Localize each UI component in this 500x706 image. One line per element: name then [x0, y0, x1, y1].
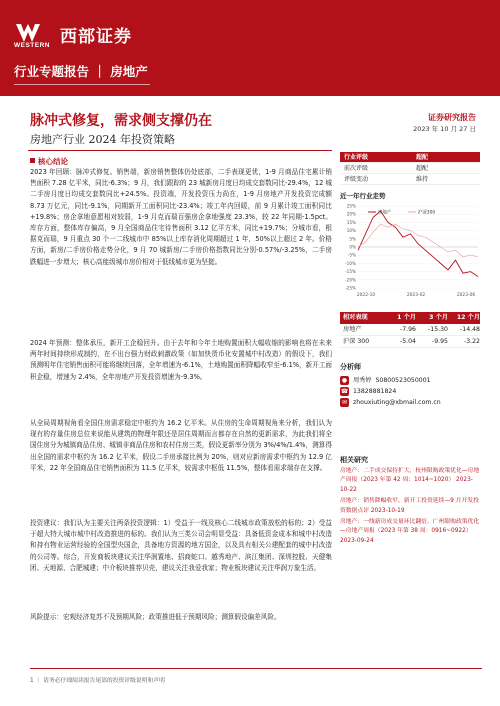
related-research-list	[340, 467, 482, 548]
analyst-phone: 13828881824	[353, 388, 397, 395]
report-title: 脉冲式修复，需求侧支撑仍在	[30, 113, 212, 129]
performance-table	[340, 312, 480, 348]
series-line-real-estate	[358, 211, 478, 277]
paragraph-forecast: 2024 年预测：整体承压，新开工企稳回升。由于去年和今年土地购置面积大幅收缩的影响也将在未来两年时间持续形成制约，在不出台强力财政刺激政策（如加快货币化安置城中村改造）的假设下，我们预测明年住宅销售面积可能将继续回落，全年增速为-6.1%，土地购置面积降幅收窄至-6.1%，新开工面积企稳，增速为 2.4%，全年房地产开发投资增速为-9.3%。	[30, 339, 333, 381]
related-research-item[interactable]: 房地产：二手成交保持扩大，杭州限购政策优化—房地产周报（2023 年第 42 周：1014~1020） 2023-10-22	[340, 468, 480, 493]
trend-chart	[338, 202, 482, 302]
bullet-square-icon	[30, 158, 35, 163]
perf-row: 房地产 -7.96 -15.30 -14.48	[340, 324, 480, 336]
y-tick-label: -20%	[345, 277, 356, 283]
legend-label: 沪深300	[418, 210, 436, 216]
header-divider	[14, 84, 150, 85]
title-divider	[28, 150, 332, 151]
analyst-info	[340, 375, 480, 408]
y-tick-label: 0%	[349, 244, 356, 250]
chart-title: 近一年行业走势	[340, 192, 386, 200]
analyst-email-row	[340, 397, 480, 408]
x-tick-label: 2023-02	[406, 293, 426, 298]
rating-table-header: 行业评级 超配	[340, 152, 480, 163]
email-icon: ✉	[341, 399, 348, 406]
report-type: 证券研究报告	[428, 113, 476, 122]
y-tick-label: -5%	[347, 252, 356, 258]
paragraph-risk: 风险提示：宏观经济复苏不及预期风险；政策推进低于预期风险；测算假设偏差风险。	[30, 613, 281, 621]
report-subtitle: 房地产行业 2024 年投资策略	[30, 133, 175, 146]
footer-disclaimer: 1 ｜ 请务必仔细阅读报告尾部的投资评级说明和声明	[30, 678, 165, 684]
person-icon: ●	[341, 377, 348, 384]
paragraph-demand: 从全局周期视角看全国住房需求稳定中枢约为 16.2 亿平米。从住房的生命周期视角来分析，我们认为现有的存量住房总位来说能从建筑的物理年限还是居住周期而言都存在自然的更新需求，为此我们将全国住房分为城镇商品住房、城镇非商品住房和农村住房三类，假设更新率分别为 3%/4%/1.4%，测算得出全国的需求中枢约为 16.2 亿平米，假设二手房承接比例为 20%，则对应新房需求中枢约为 12.9 亿平米，22 年全国商品住宅销售面积为 11.5 亿平米，较需求中枢低 11.5%，整体看需求端存在支撑。	[30, 419, 332, 472]
analyst-email[interactable]: zhouxiuting@xbmail.com.cn	[353, 399, 441, 406]
y-tick-label: -10%	[345, 260, 356, 266]
analyst-phone-row	[340, 386, 480, 397]
footer-divider	[30, 668, 482, 669]
logo-english: WESTERN	[14, 42, 50, 49]
paragraph-investment: 投资建议：我们认为主要关注两条投资逻辑：1）受益于一线及核心二线城市政策放松的标的；2）受益于超大特大城市城中村改造推进的标的。我们认为三类公司会明显受益：具备低资金成本和城中村改造和持有物业运营经验的全国型央国企，具备地方资源的地方国企，以及具有相关公建配套的城中村改造的公司等。综合，开发商板块建议关注华润置地、招商蛇口、越秀地产、滨江集团、深圳控股、天健集团、天地源、合肥城建；中介板块推荐贝壳，建议关注我爱我家；物业板块建议关注华润万象生活。	[30, 519, 332, 572]
analyst-name: 周秀婷	[353, 377, 372, 384]
report-category: 行业专题报告 ｜ 房地产	[14, 64, 148, 79]
y-tick-label: 25%	[346, 203, 356, 209]
rating-row: 前次评级 超配	[340, 163, 480, 174]
y-tick-label: 20%	[346, 211, 356, 217]
company-logo	[14, 20, 214, 54]
logo-chinese: 西部证券	[60, 27, 132, 47]
section-core-label: 核心结论	[38, 157, 68, 166]
related-research-title: 相关研究	[340, 456, 368, 464]
series-line-csi300	[358, 224, 478, 257]
x-tick-label: 2022-10	[356, 293, 376, 298]
report-date: 2023 年 10 月 27 日	[413, 125, 476, 133]
related-research-item[interactable]: 房地产：销售降幅收窄，新开工投资延续—9 月开发投资数据点评 2023-10-19	[340, 498, 479, 514]
perf-table-header: 相对表现 1 个月 3 个月 12 个月	[340, 312, 480, 324]
y-tick-label: 10%	[346, 228, 356, 234]
section-core-conclusion	[30, 156, 68, 167]
analyst-name-row	[340, 375, 480, 386]
related-research-item[interactable]: 房地产：一线新房成交量环比翻倍，广州限购政策优化—房地产周报（2023 年第 38 周：0916~0922） 2023-09-24	[340, 519, 480, 544]
analyst-title: 分析师	[340, 363, 361, 371]
legend-label: 房地产	[378, 210, 392, 216]
analyst-license: S0800523050001	[375, 377, 431, 384]
rating-row: 评级变动 维持	[340, 174, 480, 185]
report-header	[0, 0, 500, 96]
paragraph-review: 2023 年回顾：脉冲式修复。销售端，新房销售整体仍处底部，二手表现更优，1-9 月商品住宅累计销售面积 7.28 亿平米，同比-6.3%；9 月，我们跟踪的 23 城新房月度日均成交套数同比-29.4%，12 城二手房月度日均成交套数同比+24.5%。投资端，开发投资压力尚在，1-9 月房地产开发投资完成额 8.73 万亿元，同比-9.1%，同期新开工面积同比-23.4%；竣工年内回暖，前 9 月累计竣工面积同比+19.8%；房企拿地意愿相对较弱，1-9 月克而瑞百强房企拿地强度 23.3%，较 22 年同期-1.5pct。库存方面，整体库存偏高，9 月全国商品住宅待售面积 3.12 亿平方米，同比+19.7%；分城市看，根据克而瑞，9 月重点 30 个一二线城市中 85%以上库存消化周期超过 1 年，50%以上超过 2 年。价格方面，新房/二手房价格走势分化，9 月 70 城新房/二手房价格指数同比分别-0.57%/-3.25%，二手房跌幅进一步增大；核心高能级城市房价相对于低线城市更为坚挺。	[30, 168, 332, 266]
rating-table	[340, 152, 480, 185]
perf-row: 沪深 300 -5.04 -9.95 -3.22	[340, 336, 480, 348]
x-tick-label: 2023-06	[456, 293, 476, 298]
y-tick-label: -25%	[345, 285, 356, 291]
y-tick-label: 15%	[346, 219, 356, 225]
y-tick-label: 5%	[349, 236, 356, 242]
y-tick-label: -15%	[345, 269, 356, 275]
phone-icon: ☎	[340, 388, 349, 395]
